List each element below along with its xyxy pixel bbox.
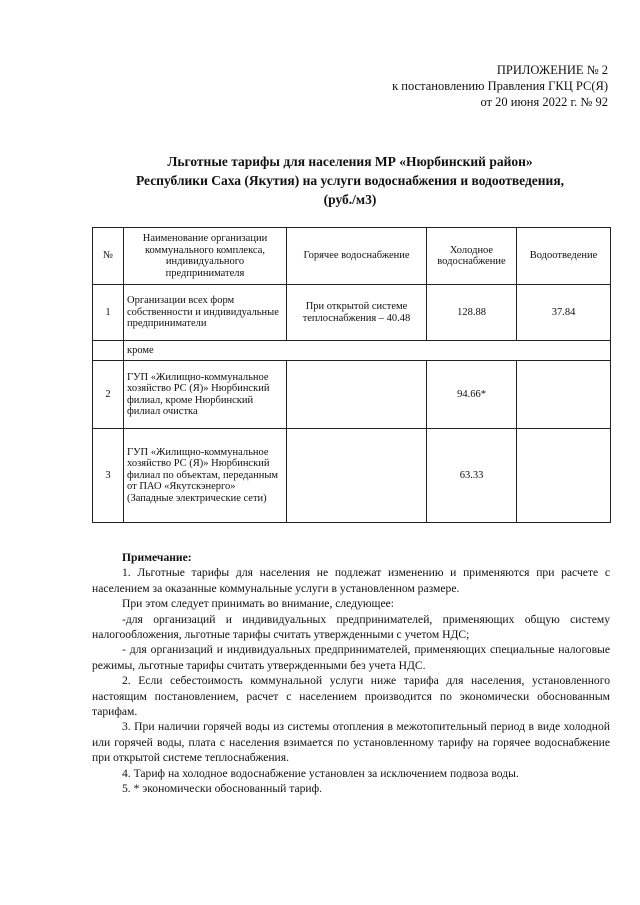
- table-row: [93, 361, 611, 429]
- table-row: [93, 429, 611, 523]
- title-line-1: Льготные тарифы для населения МР «Нюрбинский район»: [167, 154, 533, 169]
- title-line-2: Республики Саха (Якутия) на услуги водоснабжения и водоотведения,: [135, 173, 565, 188]
- note-paragraph: 2. Если себестоимость коммунальной услуги ниже тарифа для населения, установленного настоящим постановлением, расчет с населением производится по экономически обоснованным тарифам.: [92, 674, 610, 719]
- row-cold-water: 128.88: [427, 285, 517, 341]
- note-paragraph: 5. * экономически обоснованный тариф.: [122, 782, 323, 796]
- header-num: №: [93, 228, 124, 285]
- notes-section: [92, 550, 610, 797]
- row-org: ГУП «Жилищно-коммунальное хозяйство РС (Я)» Нюрбинский филиал, кроме Нюрбинский филиал очистка: [124, 361, 287, 429]
- row-num: 3: [93, 429, 124, 523]
- header-org: Наименование организации коммунального комплекса, индивидуального предпринимателя: [124, 228, 287, 285]
- row-cold-water: 94.66*: [427, 361, 517, 429]
- row-org: Организации всех форм собственности и индивидуальные предприниматели: [124, 285, 287, 341]
- row-drainage: [517, 361, 611, 429]
- note-paragraph: 1. Льготные тарифы для населения не подлежат изменению и применяются при расчете с населением за оказанные коммунальные услуги в установленном размере.: [92, 566, 610, 595]
- table-row: [93, 285, 611, 341]
- title-line-3: (руб./м3): [323, 192, 377, 207]
- appendix-date: от 20 июня 2022 г. № 92: [480, 95, 608, 109]
- header-cold-water: Холодное водоснабжение: [427, 228, 517, 285]
- row-cold-water: 63.33: [427, 429, 517, 523]
- note-paragraph: 4. Тариф на холодное водоснабжение установлен за исключением подвоза воды.: [122, 766, 519, 780]
- row-drainage: 37.84: [517, 285, 611, 341]
- row-hot-water: При открытой системе теплоснабжения – 40.48: [287, 285, 427, 341]
- table-note-row: [93, 341, 611, 361]
- table-header-row: [93, 228, 611, 285]
- row-org: ГУП «Жилищно-коммунальное хозяйство РС (Я)» Нюрбинский филиал по объектам, переданным от ПАО «Якутскэнерго» (Западные электрические сети): [124, 429, 287, 523]
- note-paragraph: При этом следует принимать во внимание, следующее:: [122, 597, 394, 611]
- row-except-note: кроме: [124, 341, 611, 361]
- note-paragraph: - для организаций и индивидуальных предпринимателей, применяющих специальные налоговые режимы, льготные тарифы считать утвержденными без учета НДС.: [92, 643, 610, 672]
- document-title: [60, 152, 640, 209]
- appendix-resolution: к постановлению Правления ГКЦ РС(Я): [392, 79, 608, 93]
- notes-heading: Примечание:: [122, 551, 192, 564]
- header-drainage: Водоотведение: [517, 228, 611, 285]
- row-num: 1: [93, 285, 124, 341]
- note-paragraph: 3. При наличии горячей воды из системы отопления в межотопительный период в виде холодной или горячей воды, плата с населения взимается по установленному тарифу на горячее водоснабжение при открытой системе теплоснабжения.: [92, 720, 610, 765]
- row-hot-water: [287, 361, 427, 429]
- appendix-header: [392, 62, 608, 110]
- header-hot-water: Горячее водоснабжение: [287, 228, 427, 285]
- row-num: 2: [93, 361, 124, 429]
- note-paragraph: -для организаций и индивидуальных предпринимателей, применяющих общую систему налогообложения, льготные тарифы считать утвержденными с учетом НДС;: [92, 612, 610, 642]
- tariff-table: [92, 227, 611, 523]
- row-hot-water: [287, 429, 427, 523]
- appendix-number: ПРИЛОЖЕНИЕ № 2: [496, 63, 608, 77]
- row-drainage: [517, 429, 611, 523]
